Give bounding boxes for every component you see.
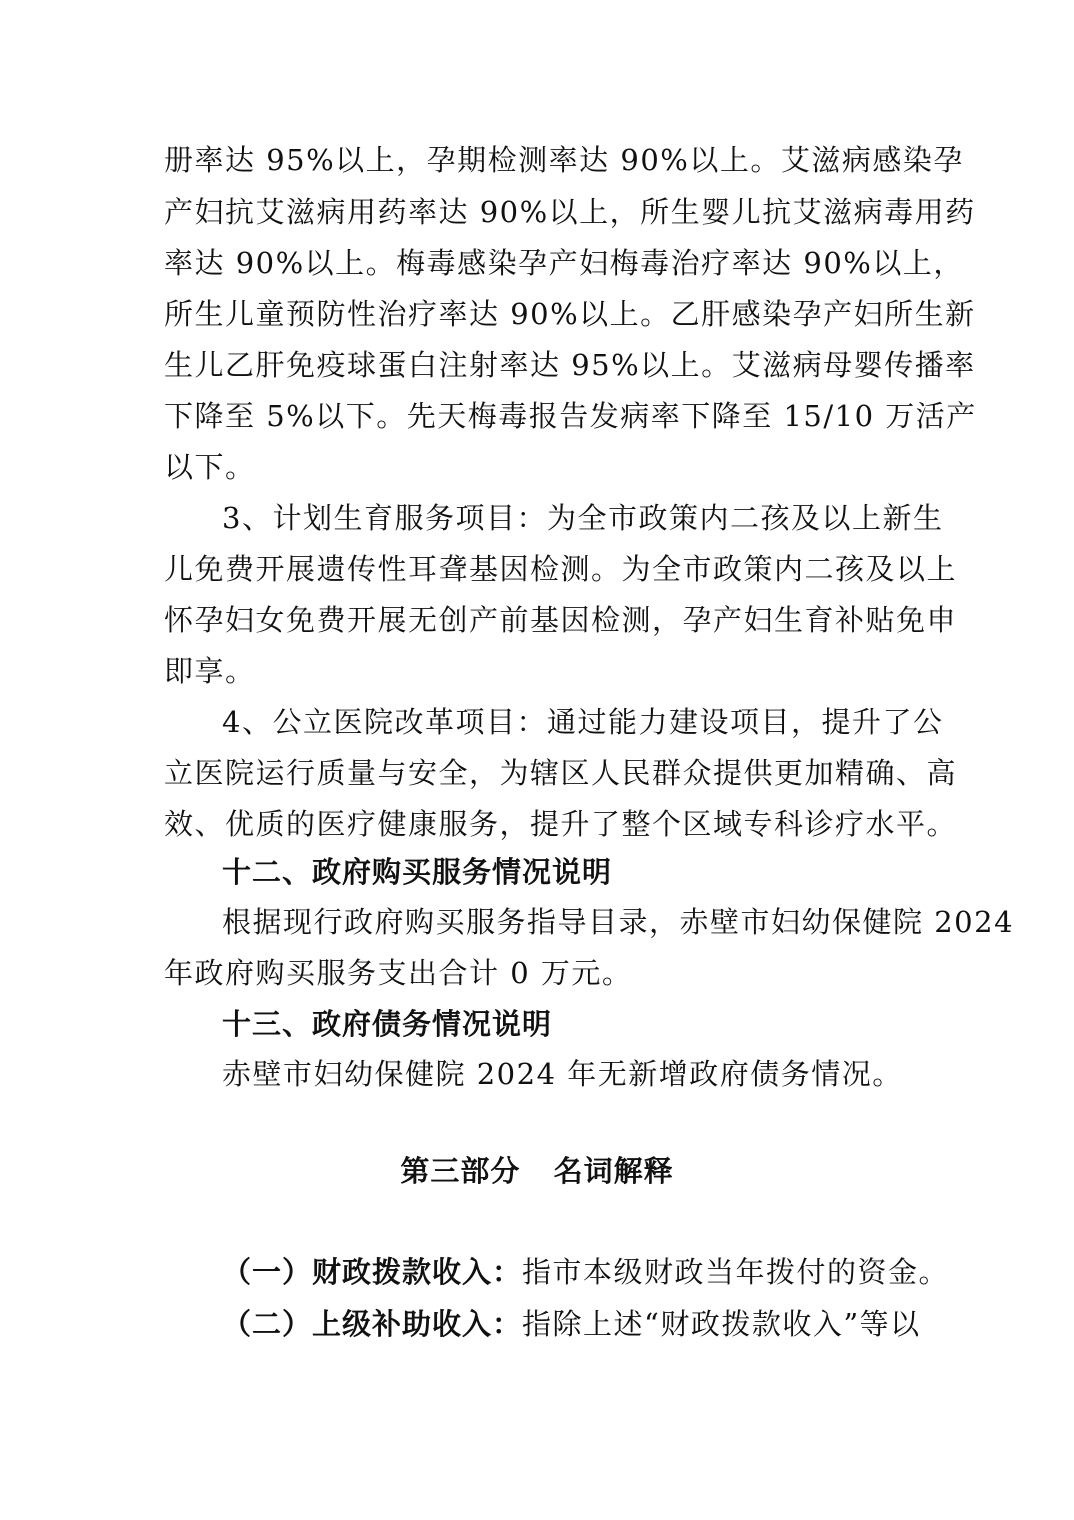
body-text-line: 所生儿童预防性治疗率达 90%以上。乙肝感染孕产妇所生新 <box>164 297 976 331</box>
item3-line: 3、计划生育服务项目：为全市政策内二孩及以上新生 <box>222 501 944 535</box>
section-heading-13: 十三、政府债务情况说明 <box>222 1007 553 1041</box>
term-text: 指除上述“财政拨款收入”等以 <box>522 1307 921 1341</box>
body-text-line: 产妇抗艾滋病用药率达 90%以上，所生婴儿抗艾滋病毒用药 <box>164 195 976 229</box>
item4-line: 立医院运行质量与安全，为辖区人民群众提供更加精确、高 <box>164 756 958 790</box>
term-label: （二）上级补助收入： <box>222 1307 523 1341</box>
term-definition <box>222 1299 921 1349</box>
term-text: 指市本级财政当年拨付的资金。 <box>522 1255 950 1289</box>
body-text-line: 以下。 <box>164 450 256 484</box>
section13-line: 赤壁市妇幼保健院 2024 年无新增政府债务情况。 <box>222 1057 903 1091</box>
part-title: 第三部分 名词解释 <box>400 1154 674 1188</box>
body-text-line: 率达 90%以上。梅毒感染孕产妇梅毒治疗率达 90%以上， <box>164 246 964 280</box>
term-definition <box>222 1247 950 1297</box>
item3-line: 怀孕妇女免费开展无创产前基因检测，孕产妇生育补贴免申 <box>164 603 958 637</box>
body-text-line: 生儿乙肝免疫球蛋白注射率达 95%以上。艾滋病母婴传播率 <box>164 348 976 382</box>
body-text-line: 下降至 5%以下。先天梅毒报告发病率下降至 15/10 万活产 <box>164 399 977 433</box>
term-label: （一）财政拨款收入： <box>222 1255 523 1289</box>
section-heading-12: 十二、政府购买服务情况说明 <box>222 855 613 889</box>
item4-line: 效、优质的医疗健康服务，提升了整个区域专科诊疗水平。 <box>164 807 958 841</box>
item3-line: 即享。 <box>164 654 256 688</box>
item3-line: 儿免费开展遗传性耳聋基因检测。为全市政策内二孩及以上 <box>164 552 958 586</box>
section12-line: 根据现行政府购买服务指导目录，赤壁市妇幼保健院 2024 <box>222 905 1015 939</box>
item4-line: 4、公立医院改革项目：通过能力建设项目，提升了公 <box>222 705 944 739</box>
section12-line: 年政府购买服务支出合计 0 万元。 <box>164 956 633 990</box>
body-text-line: 册率达 95%以上，孕期检测率达 90%以上。艾滋病感染孕 <box>164 143 964 177</box>
